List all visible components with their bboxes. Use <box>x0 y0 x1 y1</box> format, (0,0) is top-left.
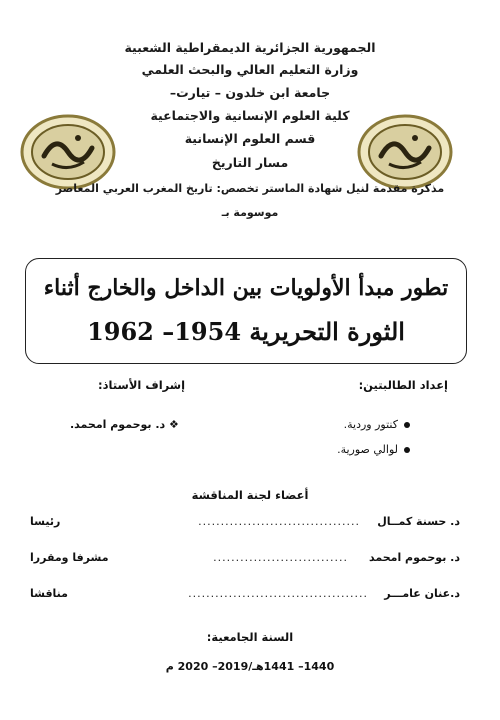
student-item: كنتور وردية. <box>344 418 410 431</box>
diamond-bullet-icon: ❖ <box>169 418 179 431</box>
committee-member: د. حسنة كمــال .................................... رئيسا <box>30 515 460 528</box>
university-seal-icon <box>18 112 118 192</box>
supervisor-item <box>70 418 179 431</box>
titled-label: موسومة بـ <box>221 206 279 219</box>
bullet-dot-icon <box>404 422 410 428</box>
supervisor-label: إشراف الأستاذ: <box>98 378 186 392</box>
thesis-title-line2: الثورة التحريرية 1954– 1962 <box>87 317 405 346</box>
header-faculty: كلية العلوم الإنسانية والاجتماعية <box>150 108 350 123</box>
header-department: قسم العلوم الإنسانية <box>184 131 316 146</box>
committee-member: د. بوحموم امحمد .............................. مشرفا ومقررا <box>30 551 460 564</box>
header-track: مسار التاريخ <box>211 155 289 170</box>
academic-year-value: 1440– 1441هـ/2019– 2020 م <box>165 660 335 673</box>
supervisor-name: د. بوحموم امحمد. <box>70 418 166 431</box>
bullet-dot-icon <box>404 447 410 453</box>
academic-year-label: السنة الجامعية: <box>206 630 294 644</box>
committee-member: د.عنان عامـــر ........................................ مناقشا <box>30 587 460 600</box>
thesis-title-line1: تطور مبدأ الأولويات بين الداخل والخارج أثناء <box>43 275 449 301</box>
student-item: لوالي صورية. <box>337 443 410 456</box>
memo-line: مذكرة مقدمة لنيل شهادة الماستر تخصص: تاريخ المغرب العربي المعاصر <box>55 182 445 195</box>
header-university: جامعة ابن خلدون – تيارت– <box>169 85 331 100</box>
thesis-title-box <box>25 258 467 364</box>
university-seal-icon <box>355 112 455 192</box>
students-label: إعداد الطالبتين: <box>358 378 448 392</box>
committee-label: أعضاء لجنة المناقشة <box>191 488 309 502</box>
header-ministry: وزارة التعليم العالي والبحث العلمي <box>141 62 359 77</box>
header-republic: الجمهورية الجزائرية الديمقراطية الشعبية <box>124 40 376 55</box>
